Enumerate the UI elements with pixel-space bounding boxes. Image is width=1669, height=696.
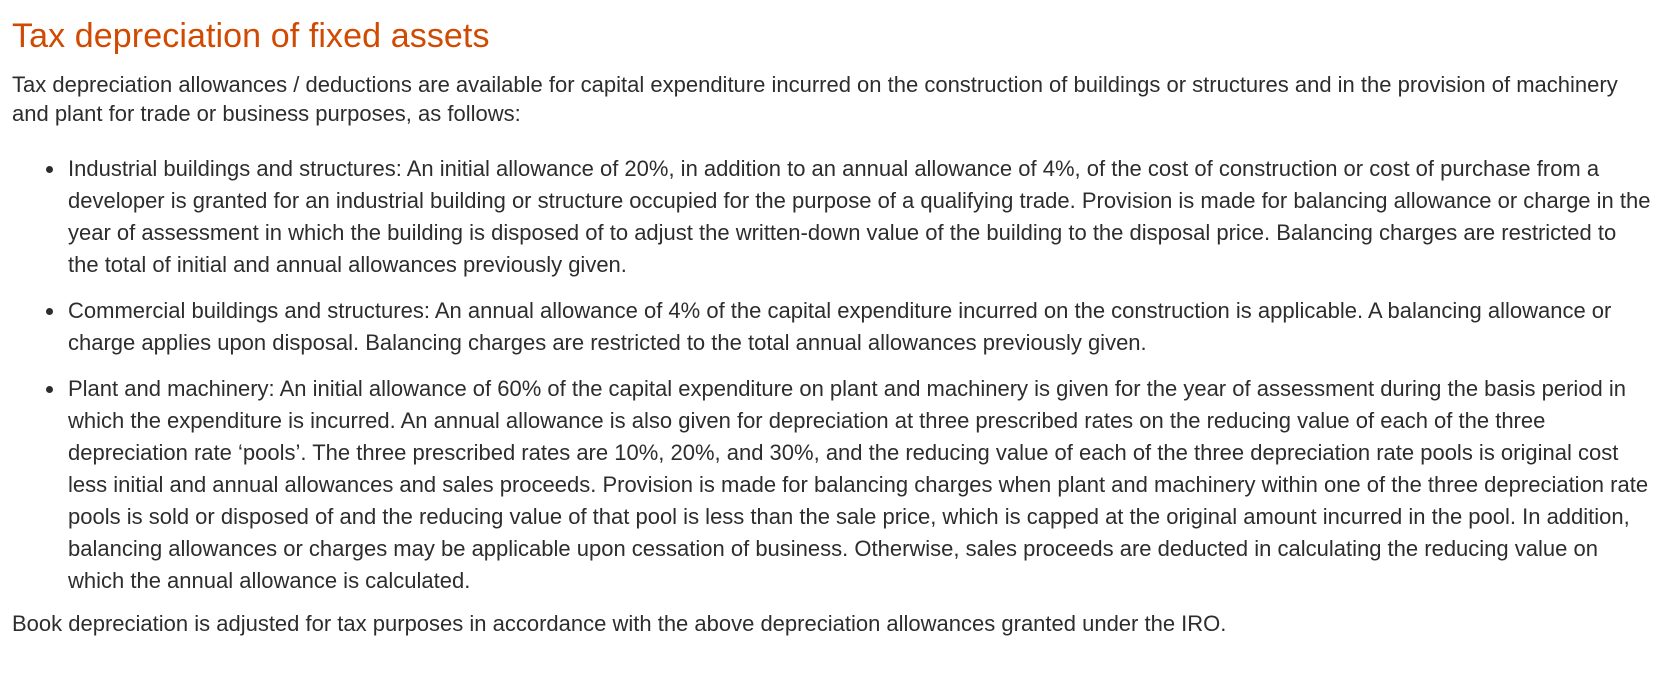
list-item-text: Commercial buildings and structures: An annual allowance of 4% of the capital expenditure incurred on the construction is applicable. A balancing allowance or charge applies upon disposal. Balancing charges are restricted to the total annual allowances previously given.	[68, 298, 1612, 355]
allowance-list	[12, 153, 1652, 597]
bullet-icon	[46, 386, 53, 393]
list-item-commercial-buildings	[68, 295, 1652, 359]
page-title: Tax depreciation of fixed assets	[12, 17, 490, 55]
list-item-text: Plant and machinery: An initial allowance of 60% of the capital expenditure on plant and machinery is given for the year of assessment during the basis period in which the expenditure is incurred. An annual allowance is also given for depreciation at three prescribed rates on the reducing value of each of the three depreciation rate ‘pools’. The three prescribed rates are 10%, 20%, and 30%, and the reducing value of each of the three depreciation rate pools is original cost less initial and annual allowances and sales proceeds. Provision is made for balancing charges when plant and machinery within one of the three depreciation rate pools is sold or disposed of and the reducing value of that pool is less than the sale price, which is capped at the original amount incurred in the pool. In addition, balancing allowances or charges may be applicable upon cessation of business. Otherwise, sales proceeds are deducted in calculating the reducing value on which the annual allowance is calculated.	[68, 376, 1649, 593]
intro-paragraph: Tax depreciation allowances / deductions are available for capital expenditure incurred on the construction of buildings or structures and in the provision of machinery and plant for trade or business purposes, as follows:	[12, 72, 1618, 126]
list-item-text: Industrial buildings and structures: An initial allowance of 20%, in addition to an annual allowance of 4%, of the cost of construction or cost of purchase from a developer is granted for an industrial building or structure occupied for the purpose of a qualifying trade. Provision is made for balancing allowance or charge in the year of assessment in which the building is disposed of to adjust the written-down value of the building to the disposal price. Balancing charges are restricted to the total of initial and annual allowances previously given.	[68, 156, 1651, 277]
list-item-industrial-buildings	[68, 153, 1652, 281]
list-item-plant-machinery	[68, 373, 1652, 597]
closing-paragraph: Book depreciation is adjusted for tax purposes in accordance with the above depreciation allowances granted under the IRO.	[12, 611, 1227, 636]
bullet-icon	[46, 308, 53, 315]
bullet-icon	[46, 166, 53, 173]
article-content	[12, 14, 1652, 638]
